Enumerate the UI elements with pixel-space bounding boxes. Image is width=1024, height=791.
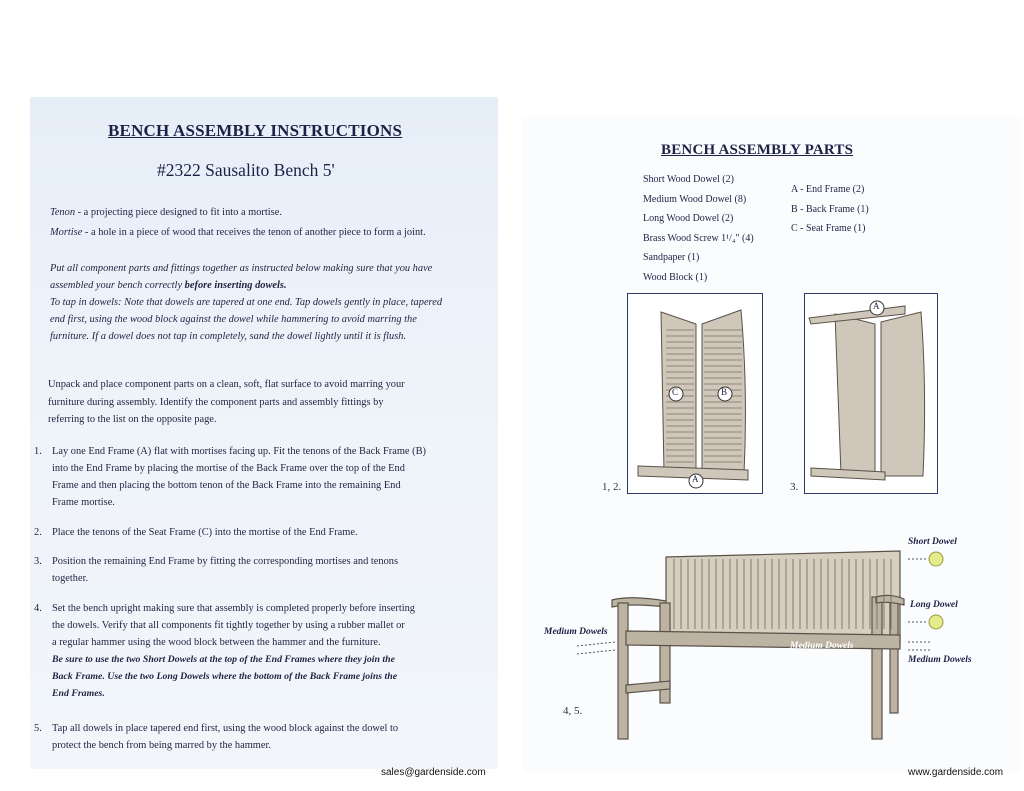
notice-line: [50, 277, 287, 294]
short-dowel-callout: Short Dowel: [908, 537, 957, 547]
frame-assembly-drawing: [628, 294, 762, 493]
step-4-note-line: Back Frame. Use the two Long Dowels where the bottom of the Back Frame joins the: [52, 671, 398, 682]
medium-dowel-right-callout: Medium Dowels: [908, 655, 972, 665]
instructions-title: BENCH ASSEMBLY INSTRUCTIONS: [108, 121, 403, 140]
step-number: 4.: [34, 603, 42, 614]
figure-label: 3.: [790, 481, 799, 493]
notice-emphasis: before inserting dowels.: [184, 280, 287, 291]
fitting-item: Wood Block (1): [643, 271, 708, 283]
marker-b-label: B: [721, 387, 728, 397]
step-4-note-line: Be sure to use the two Short Dowels at the top of the End Frames where they join the: [52, 654, 395, 665]
long-dowel-icon: [906, 614, 946, 630]
step-5-line: Tap all dowels in place tapered end first, using the wood block against the dowel to: [52, 723, 399, 734]
step-1-line: Lay one End Frame (A) flat with mortises facing up. Fit the tenons of the Back Frame (B): [52, 446, 426, 457]
marker-a-label: A: [692, 474, 699, 484]
definition-mortise: [50, 224, 426, 241]
fitting-item: Brass Wood Screw 1¹/₄" (4): [643, 232, 754, 244]
fittings-list: [643, 170, 754, 288]
step-1-line: Frame mortise.: [52, 497, 115, 508]
definition-text: - a projecting piece designed to fit into a mortise.: [75, 207, 282, 218]
components-list: [791, 180, 869, 239]
step-4-line: Set the bench upright making sure that assembly is completed properly before inserting: [52, 603, 416, 614]
footer-email: sales@gardenside.com: [381, 767, 486, 778]
definition-term: Tenon: [50, 207, 76, 218]
step-1-line: into the End Frame by placing the mortise of the Back Frame over the top of the End: [52, 463, 405, 474]
step-number: 2.: [34, 527, 42, 538]
definition-term: Mortise: [50, 227, 83, 238]
footer-website: www.gardenside.com: [908, 767, 1004, 778]
medium-dowel-left-callout: Medium Dowels: [544, 627, 608, 637]
product-subtitle: #2322 Sausalito Bench 5': [157, 160, 335, 180]
fitting-item: Long Wood Dowel (2): [643, 213, 734, 225]
intro-line: furniture during assembly. Identify the component parts and assembly fittings by: [48, 397, 384, 408]
figure-step-1-2: [627, 293, 763, 494]
parts-title: BENCH ASSEMBLY PARTS: [661, 142, 854, 158]
long-dowel-callout: Long Dowel: [910, 600, 958, 610]
step-3-line: Position the remaining End Frame by fitting the corresponding mortises and tenons: [52, 556, 399, 567]
intro-line: referring to the list on the opposite page.: [48, 414, 217, 425]
figure-label: 4, 5.: [563, 705, 583, 717]
component-item: C - Seat Frame (1): [791, 223, 866, 235]
step-number: 1.: [34, 446, 42, 457]
medium-dowel-center-callout: Medium Dowels: [790, 641, 854, 651]
marker-a-label: A: [873, 301, 880, 311]
notice-line: Put all component parts and fittings together as instructed below making sure that you have: [50, 263, 433, 274]
dowel-note-line: To tap in dowels: Note that dowels are tapered at one end. Tap dowels gently in place, tapered: [50, 297, 443, 308]
step-4-note-line: End Frames.: [52, 688, 105, 699]
fitting-item: Sandpaper (1): [643, 252, 700, 264]
step-2-line: Place the tenons of the Seat Frame (C) into the mortise of the End Frame.: [52, 527, 358, 538]
short-dowel-icon: [906, 551, 946, 567]
step-3-line: together.: [52, 573, 89, 584]
component-item: A - End Frame (2): [791, 184, 865, 195]
figure-step-3: [804, 293, 938, 494]
step-5-line: protect the bench from being marred by the hammer.: [52, 740, 271, 751]
dowel-note-line: end first, using the wood block against the dowel while hammering to avoid marring the: [50, 314, 417, 325]
step-number: 3.: [34, 556, 42, 567]
frame-assembly-drawing: [805, 294, 937, 493]
fitting-item: Short Wood Dowel (2): [643, 174, 734, 185]
marker-c-label: C: [672, 387, 679, 397]
component-item: B - Back Frame (1): [791, 203, 869, 215]
medium-dowel-left-icon: [575, 640, 619, 660]
figure-label: 1, 2.: [602, 481, 622, 493]
assembled-bench-drawing: [600, 545, 900, 745]
definition-text: - a hole in a piece of wood that receives the tenon of another piece to form a joint.: [82, 227, 426, 238]
step-4-line: the dowels. Verify that all components fit tightly together by using a rubber mallet or: [52, 620, 405, 631]
notice-text: assembled your bench correctly: [50, 280, 183, 291]
intro-line: Unpack and place component parts on a clean, soft, flat surface to avoid marring your: [48, 379, 405, 390]
fitting-item: Medium Wood Dowel (8): [643, 193, 747, 205]
dowel-note-line: furniture. If a dowel does not tap in completely, sand the dowel lightly until it is flush.: [50, 331, 407, 342]
definition-tenon: [50, 204, 282, 221]
step-number: 5.: [34, 723, 42, 734]
step-1-line: Frame and then placing the bottom tenon of the Back Frame into the remaining End: [52, 480, 401, 491]
step-4-line: a regular hammer using the wood block between the hammer and the furniture.: [52, 637, 381, 648]
